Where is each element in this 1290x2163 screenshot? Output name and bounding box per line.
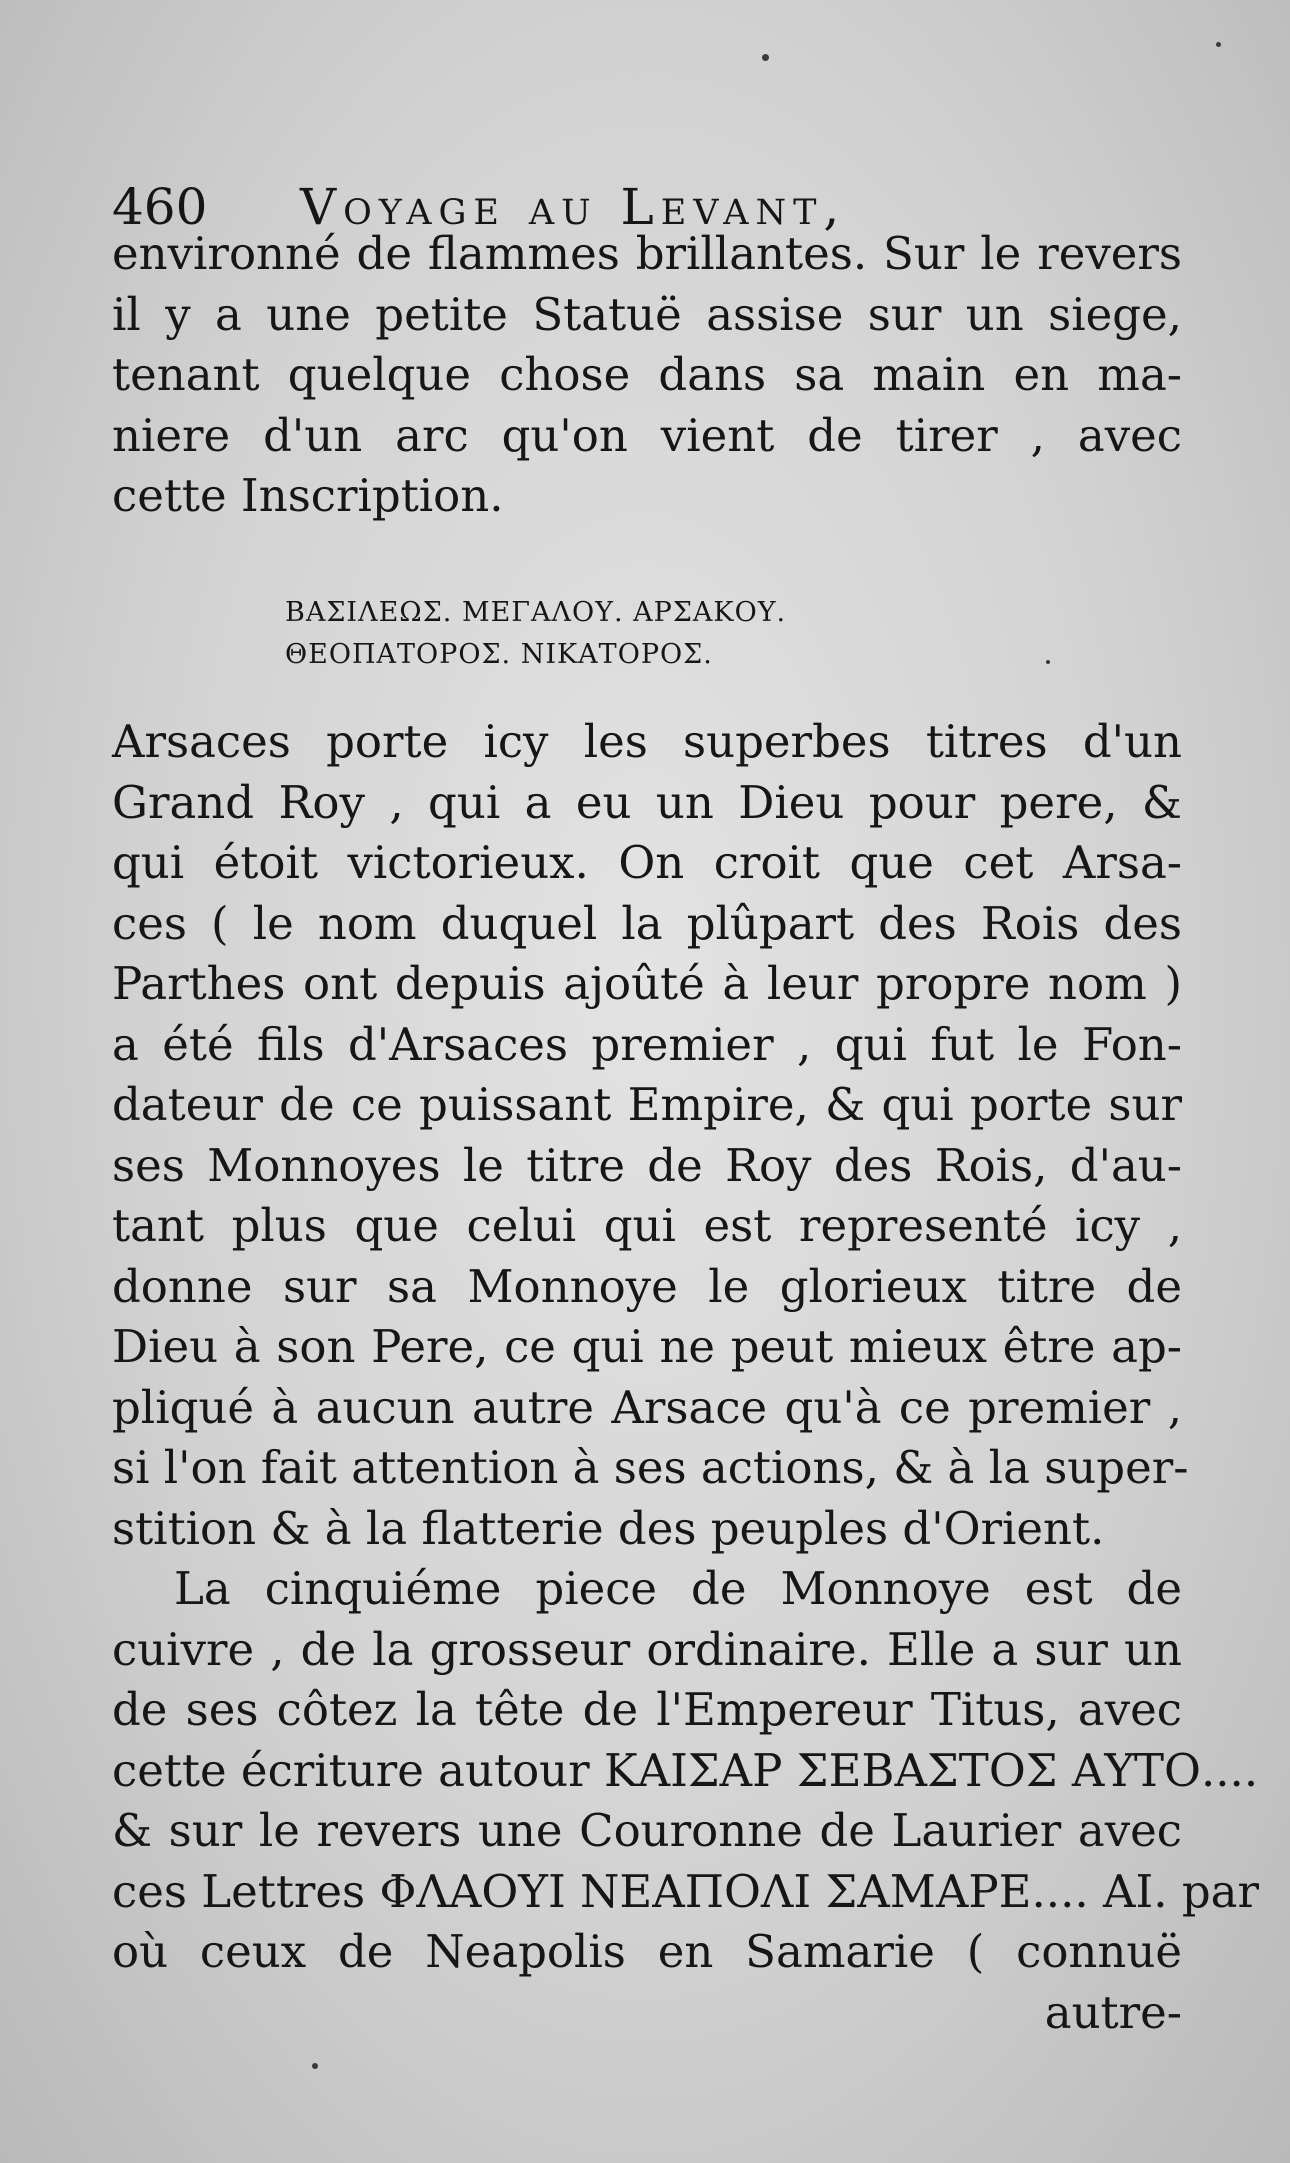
ink-speck (1046, 660, 1050, 664)
text-line: Grand Roy , qui a eu un Dieu pour pere, & (112, 775, 1182, 829)
greek-inscription (285, 592, 905, 676)
text-line: Arsaces porte icy les superbes titres d'un (112, 715, 1182, 768)
text-line: de ses côtez la tête de l'Empereur Titus, avec (112, 1683, 1182, 1736)
text-line: niere d'un arc qu'on vient de tirer , avec (112, 408, 1182, 462)
text-line: ces Lettres ΦΛΑΟΥΙ ΝΕΑΠΟΛΙ ΣΑΜΑΡΕ.... ΑΙ. par (112, 1864, 1260, 1918)
ink-speck (1216, 42, 1221, 47)
text-line: tant plus que celui qui est representé icy , (112, 1199, 1182, 1252)
text-line: qui étoit victorieux. On croit que cet Arsa- (112, 836, 1182, 889)
text-line: & sur le revers une Couronne de Laurier avec (112, 1804, 1182, 1857)
text-line: il y a une petite Statuë assise sur un siege, (112, 287, 1182, 341)
text-line: si l'on fait attention à ses actions, & à la super- (112, 1441, 1189, 1494)
text-line: tenant quelque chose dans sa main en ma- (112, 348, 1182, 401)
inscription-line: ΒΑΣΙΛΕΩΣ. ΜΕΓΑΛΟΥ. ΑΡΣΑΚΟΥ. (285, 597, 787, 628)
text-line: pliqué à aucun autre Arsace qu'à ce premier , (112, 1380, 1182, 1434)
text-line: Parthes ont depuis ajoûté à leur propre nom ) (112, 957, 1182, 1010)
catchword: autre- (1044, 1985, 1182, 2039)
text-line: stition & à la flatterie des peuples d'Orient. (112, 1501, 1105, 1555)
running-title: Voyage au Levant, (300, 178, 847, 236)
text-line: La cinquiéme piece de Monnoye est de (174, 1562, 1182, 1615)
text-line: a été fils d'Arsaces premier , qui fut le Fon- (112, 1017, 1182, 1071)
text-line: cette Inscription. (112, 469, 504, 522)
page-number: 460 (112, 178, 208, 236)
text-line: ces ( le nom duquel la plûpart des Rois des (112, 896, 1182, 950)
text-line: cuivre , de la grosseur ordinaire. Elle a sur un (112, 1622, 1182, 1676)
ink-speck (762, 54, 769, 61)
text-line: où ceux de Neapolis en Samarie ( connuë (112, 1925, 1182, 1978)
text-line: donne sur sa Monnoye le glorieux titre de (112, 1259, 1182, 1313)
ink-speck (312, 2063, 318, 2069)
paragraph-2-3 (112, 712, 1260, 2043)
paragraph-1 (112, 224, 1182, 527)
text-line: dateur de ce puissant Empire, & qui porte sur (112, 1078, 1182, 1131)
text-line: cette écriture autour ΚΑΙΣΑΡ ΣΕΒΑΣΤΟΣ ΑΥΤΟ.... (112, 1743, 1259, 1797)
text-line: environné de flammes brillantes. Sur le revers (112, 227, 1182, 280)
inscription-line: ΘΕΟΠΑΤΟΡΟΣ. ΝΙΚΑΤΟΡΟΣ. (285, 639, 713, 670)
text-line: ses Monnoyes le titre de Roy des Rois, d'au- (112, 1138, 1182, 1192)
text-line: Dieu à son Pere, ce qui ne peut mieux être ap- (112, 1320, 1182, 1373)
